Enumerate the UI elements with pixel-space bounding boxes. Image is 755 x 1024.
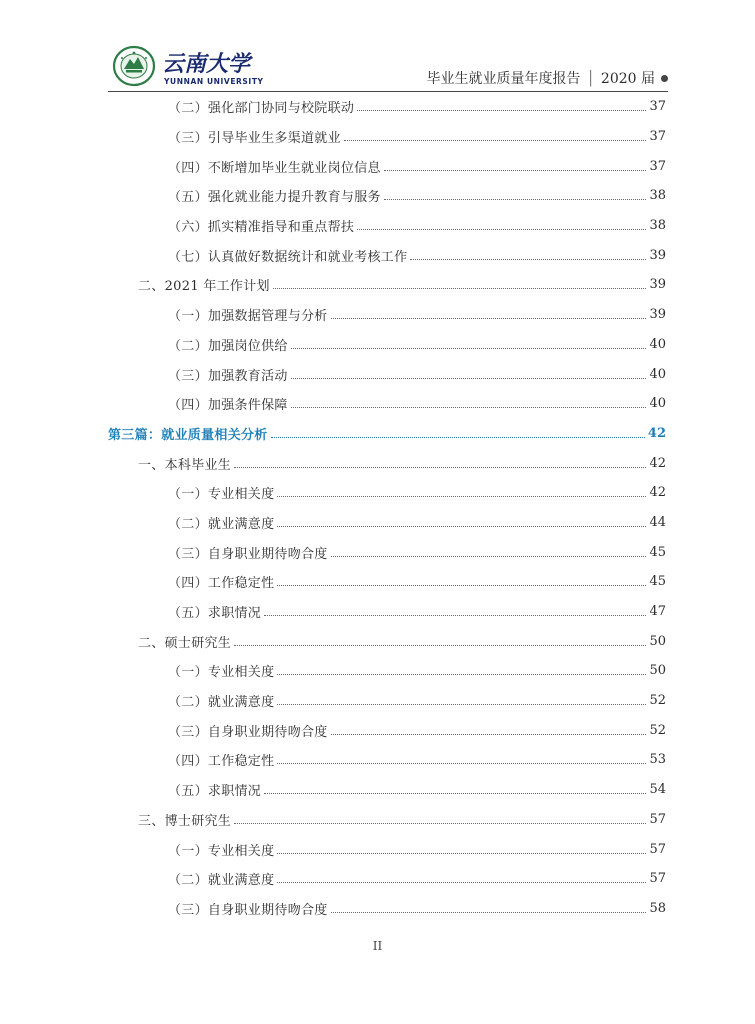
toc-entry-title: （三）自身职业期待吻合度 bbox=[168, 902, 328, 918]
toc-entry-title: （二）就业满意度 bbox=[168, 695, 275, 711]
toc-subsection-entry[interactable] bbox=[108, 478, 666, 508]
toc-entry-title: （二）就业满意度 bbox=[168, 873, 275, 889]
toc-page-number: 37 bbox=[649, 129, 666, 145]
toc-subsection-entry[interactable] bbox=[108, 181, 666, 211]
dot-leader bbox=[384, 199, 647, 200]
toc-entry-title: （二）加强岗位供给 bbox=[168, 338, 288, 354]
toc-entry-title: （三）自身职业期待吻合度 bbox=[168, 546, 328, 562]
toc-entry-title: （五）求职情况 bbox=[168, 606, 262, 622]
toc-entry-title: （四）不断增加毕业生就业岗位信息 bbox=[168, 160, 381, 176]
toc-page-number: 57 bbox=[649, 841, 666, 857]
toc-subsection-entry[interactable] bbox=[108, 211, 666, 241]
toc-page-number: 37 bbox=[649, 158, 666, 174]
dot-leader bbox=[234, 467, 646, 468]
toc-subsection-entry[interactable] bbox=[108, 300, 666, 330]
toc-subsection-entry[interactable] bbox=[108, 686, 666, 716]
toc-entry-title: 二、2021 年工作计划 bbox=[138, 279, 270, 295]
toc-entry-title: 一、本科毕业生 bbox=[138, 457, 232, 473]
dot-leader bbox=[331, 734, 647, 735]
toc-subsection-entry[interactable] bbox=[108, 537, 666, 567]
toc-subsection-entry[interactable] bbox=[108, 597, 666, 627]
toc-subsection-entry[interactable] bbox=[108, 240, 666, 270]
dot-leader bbox=[331, 556, 647, 557]
toc-section-entry[interactable] bbox=[108, 448, 666, 478]
dot-leader bbox=[271, 437, 645, 438]
toc-page-number: 38 bbox=[649, 218, 666, 234]
dot-leader bbox=[277, 853, 646, 854]
dot-leader bbox=[291, 407, 647, 408]
toc-entry-title: （四）加强条件保障 bbox=[168, 398, 288, 414]
toc-page-number: 39 bbox=[649, 307, 666, 323]
toc-entry-title: （一）专业相关度 bbox=[168, 665, 275, 681]
toc-page-number: 45 bbox=[649, 544, 666, 560]
toc-page-number: 54 bbox=[649, 782, 666, 798]
toc-page-number: 53 bbox=[649, 752, 666, 768]
dot-leader bbox=[234, 823, 646, 824]
toc-entry-title: （一）专业相关度 bbox=[168, 487, 275, 503]
dot-leader bbox=[410, 259, 646, 260]
header-separator: │ bbox=[586, 71, 595, 87]
dot-leader bbox=[277, 526, 646, 527]
bullet-dot-icon bbox=[661, 75, 668, 82]
page-number: II bbox=[372, 939, 383, 953]
university-seal-icon bbox=[114, 47, 154, 85]
toc-subsection-entry[interactable] bbox=[108, 330, 666, 360]
dot-leader bbox=[344, 140, 647, 141]
toc-subsection-entry[interactable] bbox=[108, 775, 666, 805]
toc-entry-title: 三、博士研究生 bbox=[138, 813, 232, 829]
toc-subsection-entry[interactable] bbox=[108, 92, 666, 122]
toc-page-number: 50 bbox=[649, 633, 666, 649]
toc-subsection-entry[interactable] bbox=[108, 745, 666, 775]
logo-chinese-name: 云南大学 bbox=[162, 51, 251, 77]
dot-leader bbox=[384, 170, 647, 171]
toc-entry-title: （四）工作稳定性 bbox=[168, 754, 275, 770]
toc-entry-title: （七）认真做好数据统计和就业考核工作 bbox=[168, 249, 408, 265]
toc-subsection-entry[interactable] bbox=[108, 567, 666, 597]
toc-page-number: 40 bbox=[649, 396, 666, 412]
toc-entry-title: （五）求职情况 bbox=[168, 784, 262, 800]
dot-leader bbox=[331, 318, 647, 319]
university-logo bbox=[112, 45, 282, 87]
report-year: 2020 届 bbox=[600, 71, 655, 87]
toc-page-number: 47 bbox=[649, 604, 666, 620]
toc-page-number: 42 bbox=[647, 425, 666, 441]
toc-entry-title: （六）抓实精准指导和重点帮扶 bbox=[168, 220, 355, 236]
toc-entry-title: （三）引导毕业生多渠道就业 bbox=[168, 131, 341, 147]
toc-subsection-entry[interactable] bbox=[108, 715, 666, 745]
toc-subsection-entry[interactable] bbox=[108, 151, 666, 181]
toc-subsection-entry[interactable] bbox=[108, 656, 666, 686]
toc-section-entry[interactable] bbox=[108, 805, 666, 835]
toc-subsection-entry[interactable] bbox=[108, 864, 666, 894]
report-title: 毕业生就业质量年度报告 bbox=[426, 71, 581, 87]
toc-entry-title: （一）加强数据管理与分析 bbox=[168, 309, 328, 325]
toc-page-number: 58 bbox=[649, 900, 666, 916]
dot-leader bbox=[277, 496, 646, 497]
toc-section-entry[interactable] bbox=[108, 270, 666, 300]
toc-page-number: 44 bbox=[649, 514, 666, 530]
dot-leader bbox=[277, 704, 646, 705]
table-of-contents bbox=[108, 92, 666, 923]
toc-page-number: 57 bbox=[649, 871, 666, 887]
toc-page-number: 50 bbox=[649, 663, 666, 679]
dot-leader bbox=[277, 585, 646, 586]
dot-leader bbox=[264, 615, 646, 616]
logo-english-name: YUNNAN UNIVERSITY bbox=[164, 77, 264, 86]
toc-page-number: 45 bbox=[649, 574, 666, 590]
dot-leader bbox=[277, 674, 646, 675]
toc-entry-title: （一）专业相关度 bbox=[168, 843, 275, 859]
page-header bbox=[108, 40, 668, 92]
toc-page-number: 39 bbox=[649, 247, 666, 263]
toc-page-number: 52 bbox=[649, 693, 666, 709]
dot-leader bbox=[291, 348, 647, 349]
dot-leader bbox=[331, 912, 647, 913]
dot-leader bbox=[277, 882, 646, 883]
toc-entry-title: （三）加强教育活动 bbox=[168, 368, 288, 384]
dot-leader bbox=[357, 110, 646, 111]
toc-entry-title: 第三篇：就业质量相关分析 bbox=[108, 427, 268, 443]
toc-subsection-entry[interactable] bbox=[108, 894, 666, 924]
dot-leader bbox=[273, 288, 647, 289]
toc-page-number: 40 bbox=[649, 336, 666, 352]
dot-leader bbox=[277, 763, 646, 764]
toc-page-number: 52 bbox=[649, 722, 666, 738]
toc-entry-title: 二、硕士研究生 bbox=[138, 635, 232, 651]
report-title-block bbox=[426, 68, 668, 88]
dot-leader bbox=[291, 378, 647, 379]
toc-page-number: 37 bbox=[649, 99, 666, 115]
dot-leader bbox=[264, 793, 646, 794]
toc-page-number: 38 bbox=[649, 188, 666, 204]
toc-subsection-entry[interactable] bbox=[108, 508, 666, 538]
toc-page-number: 40 bbox=[649, 366, 666, 382]
toc-section-entry[interactable] bbox=[108, 626, 666, 656]
toc-page-number: 42 bbox=[649, 485, 666, 501]
toc-entry-title: （五）强化就业能力提升教育与服务 bbox=[168, 190, 381, 206]
toc-subsection-entry[interactable] bbox=[108, 389, 666, 419]
toc-entry-title: （三）自身职业期待吻合度 bbox=[168, 724, 328, 740]
toc-page-number: 39 bbox=[649, 277, 666, 293]
dot-leader bbox=[234, 645, 646, 646]
toc-subsection-entry[interactable] bbox=[108, 359, 666, 389]
toc-entry-title: （二）就业满意度 bbox=[168, 516, 275, 532]
toc-page-number: 57 bbox=[649, 811, 666, 827]
toc-subsection-entry[interactable] bbox=[108, 834, 666, 864]
toc-subsection-entry[interactable] bbox=[108, 122, 666, 152]
toc-chapter-entry[interactable] bbox=[108, 419, 666, 449]
toc-entry-title: （四）工作稳定性 bbox=[168, 576, 275, 592]
toc-entry-title: （二）强化部门协同与校院联动 bbox=[168, 101, 355, 117]
dot-leader bbox=[357, 229, 646, 230]
toc-page-number: 42 bbox=[649, 455, 666, 471]
